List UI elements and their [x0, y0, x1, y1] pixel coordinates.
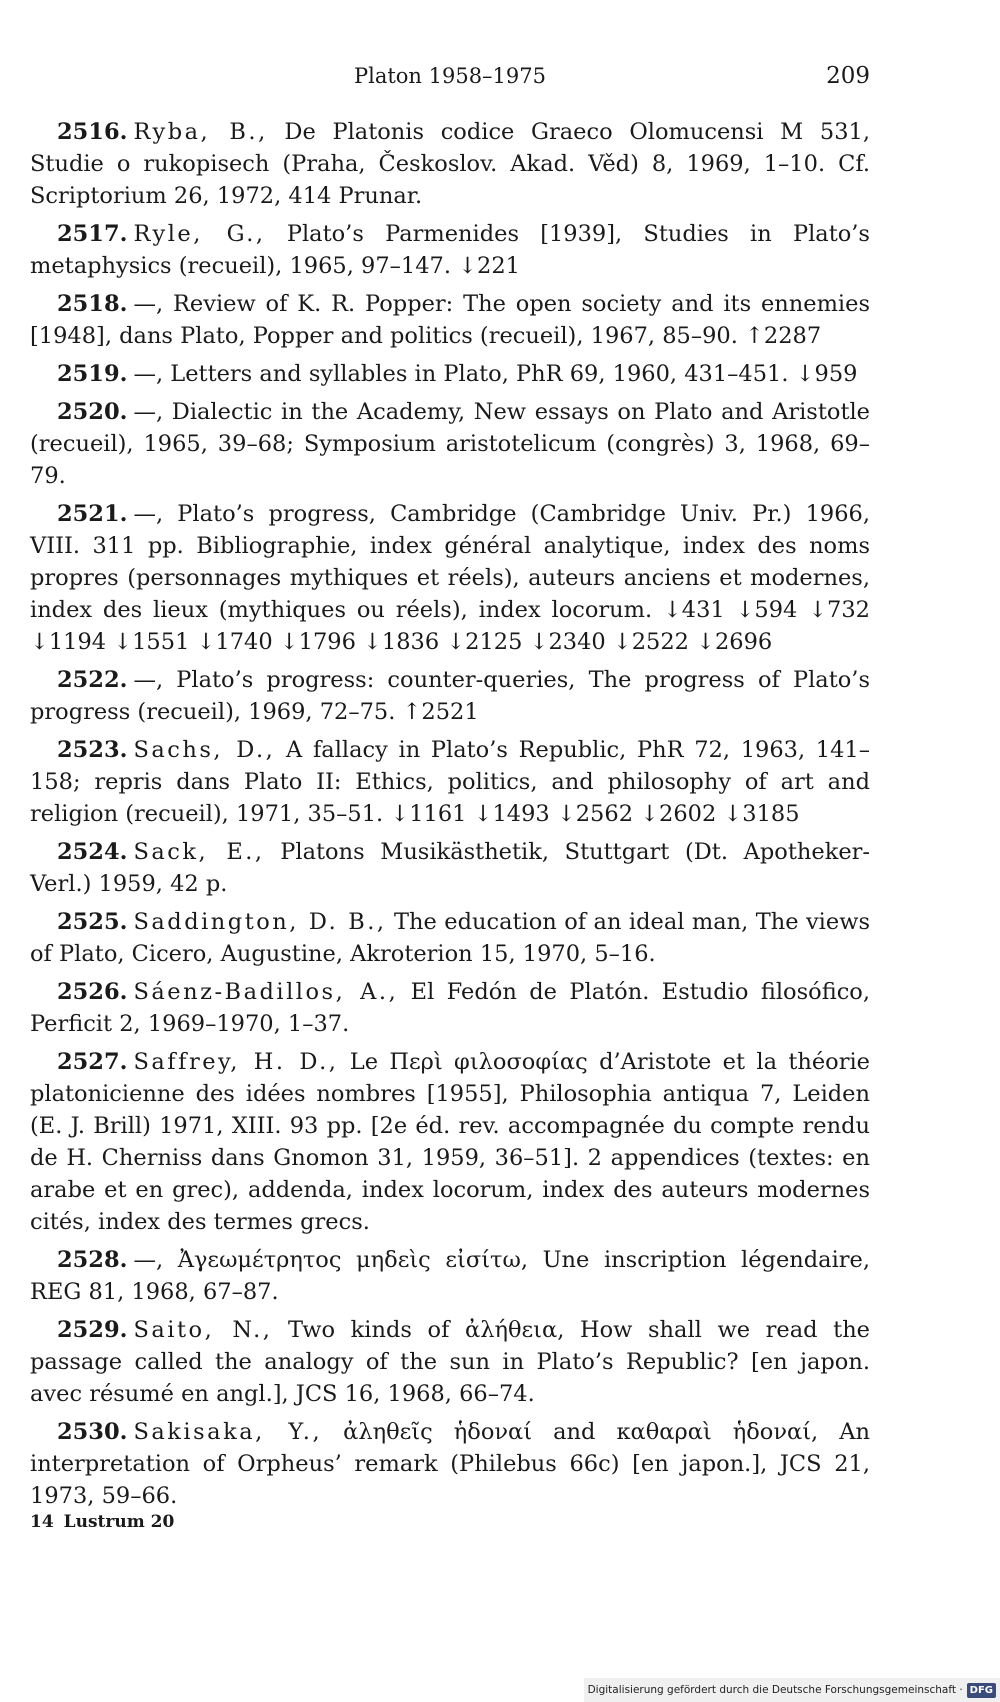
entry-author: Sáenz-Badillos, A.,: [133, 979, 399, 1005]
book-page: [30, 0, 870, 1702]
entry-text: —, Letters and syllables in Plato, PhR 69, 1960, 431–451. ↓959: [133, 361, 858, 387]
entry-number: 2516.: [57, 119, 128, 145]
bibliography-entry: [30, 976, 870, 1040]
entry-author: Saddington, D. B.,: [133, 909, 387, 935]
entry-author: Ryle, G.,: [133, 221, 266, 247]
entry-author: Saito, N.,: [133, 1317, 273, 1343]
running-title: Platon 1958–1975: [353, 64, 547, 88]
signature-mark: [30, 1512, 184, 1532]
bibliography-entry: [30, 116, 870, 212]
entry-number: 2525.: [57, 909, 128, 935]
bibliography-entries: [30, 116, 870, 1518]
entry-author: Ryba, B.,: [133, 119, 268, 145]
bibliography-entry: [30, 836, 870, 900]
bibliography-entry: [30, 218, 870, 282]
entry-text: The education of an ideal man, The views of Plato, Cicero, Augustine, Akroterion 15, 1970, 5–16.: [30, 909, 871, 967]
bibliography-entry: [30, 734, 870, 830]
entry-number: 2517.: [57, 221, 128, 247]
entry-number: 2524.: [57, 839, 128, 865]
entry-text: —, Dialectic in the Academy, New essays on Plato and Aristotle (recueil), 1965, 39–68; Symposium aristotelicum (congrès) 3, 1968, 69–79.: [30, 399, 870, 489]
entry-number: 2521.: [57, 501, 128, 527]
entry-number: 2520.: [57, 399, 128, 425]
entry-number: 2529.: [57, 1317, 128, 1343]
entry-text: Le Περὶ φιλοσοφίας d’Aristote et la théorie platonicienne des idées nombres [1955], Philosophia antiqua 7, Leiden (E. J. Brill) 1971, XIII. 93 pp. [2e éd. rev. accompagnée du compte rendu de H. Cherniss dans Gnomon 31, 1959, 36–51]. 2 appendices (textes: en arabe et en grec), addenda, index locorum, index des auteurs modernes cités, index des termes grecs.: [30, 1049, 870, 1235]
signature-number: 14: [30, 1512, 54, 1532]
entry-number: 2526.: [57, 979, 128, 1005]
entry-number: 2519.: [57, 361, 128, 387]
page-number: 209: [826, 63, 870, 89]
bibliography-entry: [30, 1046, 870, 1238]
entry-number: 2527.: [57, 1049, 128, 1075]
bibliography-entry: [30, 1314, 870, 1410]
bibliography-entry: [30, 906, 870, 970]
journal-name: Lustrum 20: [63, 1512, 175, 1532]
digitization-text: Digitalisierung gefördert durch die Deutsche Forschungsgemeinschaft ·: [587, 1684, 963, 1696]
entry-number: 2518.: [57, 291, 128, 317]
entry-author: Sachs, D.,: [133, 737, 276, 763]
bibliography-entry: [30, 664, 870, 728]
digitization-notice: [584, 1678, 1000, 1702]
entry-number: 2522.: [57, 667, 128, 693]
entry-author: Saffrey, H. D.,: [133, 1049, 339, 1075]
entry-text: El Fedón de Platón. Estudio filosófico, Perficit 2, 1969–1970, 1–37.: [30, 979, 870, 1037]
entry-author: Sakisaka, Y.,: [133, 1419, 323, 1445]
bibliography-entry: [30, 1244, 870, 1308]
entry-text: —, Plato’s progress: counter-queries, The progress of Plato’s progress (recueil), 1969, 72–75. ↑2521: [30, 667, 870, 725]
bibliography-entry: [30, 288, 870, 352]
entry-text: Platons Musikästhetik, Stuttgart (Dt. Apotheker-Verl.) 1959, 42 p.: [30, 839, 871, 897]
entry-text: De Platonis codice Graeco Olomucensi M 531, Studie o rukopisech (Praha, Českoslov. Akad. Věd) 8, 1969, 1–10. Cf. Scriptorium 26, 1972, 414 Prunar.: [30, 119, 870, 209]
entry-number: 2528.: [57, 1247, 128, 1273]
entry-text: ἀληθεῖς ἡδοναί and καθαραὶ ἡδοναί, An interpretation of Orpheus’ remark (Philebus 66c) [en japon.], JCS 21, 1973, 59–66.: [30, 1419, 870, 1509]
bibliography-entry: [30, 358, 870, 390]
entry-number: 2523.: [57, 737, 128, 763]
bibliography-entry: [30, 498, 870, 658]
entry-text: —, Review of K. R. Popper: The open society and its ennemies [1948], dans Plato, Popper and politics (recueil), 1967, 85–90. ↑2287: [30, 291, 870, 349]
entry-text: Plato’s Parmenides [1939], Studies in Plato’s metaphysics (recueil), 1965, 97–147. ↓221: [30, 221, 870, 279]
entry-text: —, Plato’s progress, Cambridge (Cambridge Univ. Pr.) 1966, VIII. 311 pp. Bibliographie, index général analytique, index des noms propres (personnages mythiques et réels), auteurs anciens et modernes, index des lieux (mythiques ou réels), index locorum. ↓431 ↓594 ↓732 ↓1194 ↓1551 ↓1740 ↓1796 ↓1836 ↓2125 ↓2340 ↓2522 ↓2696: [30, 501, 870, 655]
entry-text: Two kinds of ἀλήθεια, How shall we read the passage called the analogy of the sun in Plato’s Republic? [en japon. avec résumé en angl.], JCS 16, 1968, 66–74.: [30, 1317, 871, 1407]
dfg-logo: DFG: [967, 1683, 996, 1698]
entry-author: Sack, E.,: [133, 839, 265, 865]
entry-text: —, Ἀγεωμέτρητος μηδεὶς εἰσίτω, Une inscription légendaire, REG 81, 1968, 67–87.: [30, 1247, 870, 1305]
running-header: [30, 60, 870, 94]
entry-number: 2530.: [57, 1419, 128, 1445]
entry-text: A fallacy in Plato’s Republic, PhR 72, 1963, 141–158; repris dans Plato II: Ethics, politics, and philosophy of art and religion (recueil), 1971, 35–51. ↓1161 ↓1493 ↓2562 ↓2602 ↓3185: [30, 737, 870, 827]
bibliography-entry: [30, 396, 870, 492]
bibliography-entry: [30, 1416, 870, 1512]
